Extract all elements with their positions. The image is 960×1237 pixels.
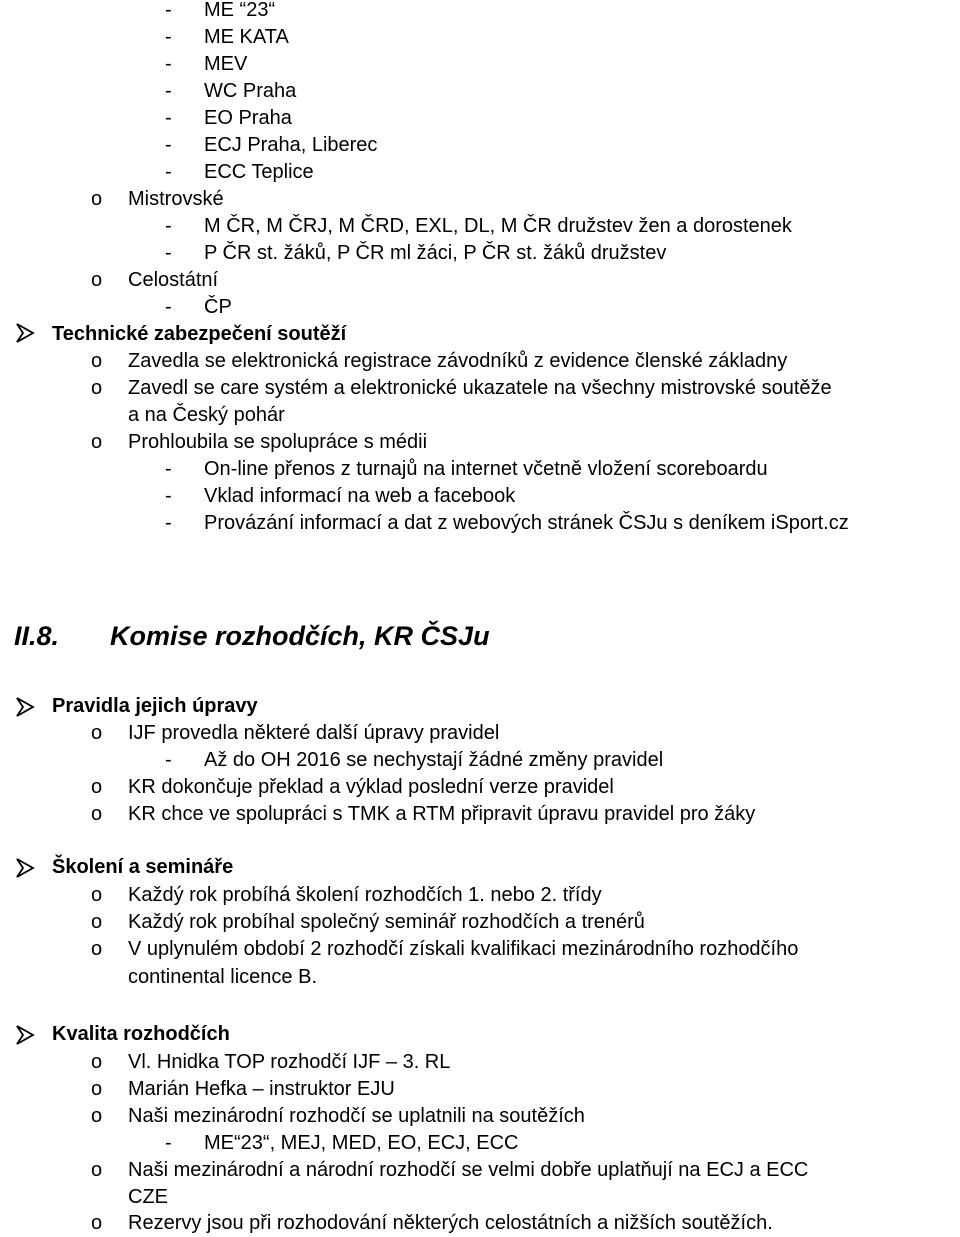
list-item: Zavedl se care systém a elektronické ukazatele na všechny mistrovské soutěže <box>128 377 832 399</box>
circle-bullet: o <box>91 431 103 453</box>
list-dash: - <box>165 296 172 318</box>
list-dash: - <box>165 80 172 102</box>
list-item: WC Praha <box>204 80 297 102</box>
list-item: Vklad informací na web a facebook <box>204 485 516 507</box>
list-item: ME“23“, MEJ, MED, EO, ECJ, ECC <box>204 1132 519 1154</box>
list-dash: - <box>165 107 172 129</box>
list-dash: - <box>165 1132 172 1154</box>
circle-bullet: o <box>91 1051 103 1073</box>
list-item: IJF provedla některé další úpravy pravidel <box>128 722 500 744</box>
circle-bullet: o <box>91 776 103 798</box>
list-item: ECJ Praha, Liberec <box>204 134 378 156</box>
list-item: P ČR st. žáků, P ČR ml žáci, P ČR st. žáků družstev <box>204 242 667 264</box>
list-dash: - <box>165 749 172 771</box>
circle-bullet: o <box>91 803 103 825</box>
circle-bullet: o <box>91 884 103 906</box>
list-dash: - <box>165 458 172 480</box>
list-item-continuation: CZE <box>128 1186 168 1208</box>
circle-bullet: o <box>91 722 103 744</box>
list-item: Naši mezinárodní rozhodčí se uplatnili na soutěžích <box>128 1105 585 1127</box>
list-item-continuation: continental licence B. <box>128 966 318 988</box>
list-item: Prohloubila se spolupráce s médii <box>128 431 428 453</box>
list-item: EO Praha <box>204 107 292 129</box>
section-heading: Technické zabezpečení soutěží <box>52 323 347 345</box>
list-dash: - <box>165 53 172 75</box>
list-item: ME “23“ <box>204 0 276 21</box>
circle-bullet: o <box>91 911 103 933</box>
circle-bullet: o <box>91 350 103 372</box>
list-item: KR dokončuje překlad a výklad poslední verze pravidel <box>128 776 614 798</box>
circle-bullet: o <box>91 269 103 291</box>
circle-bullet: o <box>91 1212 103 1234</box>
list-item: ME KATA <box>204 26 289 48</box>
list-item: Provázání informací a dat z webových stránek ČSJu s deníkem iSport.cz <box>204 512 849 534</box>
section-heading: Kvalita rozhodčích <box>52 1023 230 1045</box>
list-item: Rezervy jsou při rozhodování některých celostátních a nižších soutěžích. <box>128 1212 773 1234</box>
list-item: ECC Teplice <box>204 161 314 183</box>
list-item-mistrovske: Mistrovské <box>128 188 224 210</box>
arrow-bullet-icon <box>14 696 36 718</box>
list-item: Marián Hefka – instruktor EJU <box>128 1078 395 1100</box>
list-item: M ČR, M ČRJ, M ČRD, EXL, DL, M ČR družstev žen a dorostenek <box>204 215 792 237</box>
list-item: KR chce ve spolupráci s TMK a RTM připravit úpravu pravidel pro žáky <box>128 803 756 825</box>
list-dash: - <box>165 242 172 264</box>
list-item: V uplynulém období 2 rozhodčí získali kvalifikaci mezinárodního rozhodčího <box>128 938 799 960</box>
list-item-continuation: a na Český pohár <box>128 404 285 426</box>
section-heading: Školení a semináře <box>52 856 234 878</box>
list-dash: - <box>165 161 172 183</box>
arrow-bullet-icon <box>14 857 36 879</box>
arrow-bullet-icon <box>14 322 36 344</box>
arrow-bullet-icon <box>14 1024 36 1046</box>
list-dash: - <box>165 26 172 48</box>
list-item: Až do OH 2016 se nechystají žádné změny pravidel <box>204 749 664 771</box>
list-item: Vl. Hnidka TOP rozhodčí IJF – 3. RL <box>128 1051 451 1073</box>
circle-bullet: o <box>91 1078 103 1100</box>
circle-bullet: o <box>91 377 103 399</box>
circle-bullet: o <box>91 1105 103 1127</box>
list-item: ČP <box>204 296 232 318</box>
section-title: Komise rozhodčích, KR ČSJu <box>110 621 490 651</box>
list-item-celostatni: Celostátní <box>128 269 219 291</box>
list-dash: - <box>165 134 172 156</box>
list-item: Každý rok probíhal společný seminář rozhodčích a trenérů <box>128 911 645 933</box>
list-item: Naši mezinárodní a národní rozhodčí se velmi dobře uplatňují na ECJ a ECC <box>128 1159 809 1181</box>
list-item: Zavedla se elektronická registrace závodníků z evidence členské základny <box>128 350 788 372</box>
circle-bullet: o <box>91 938 103 960</box>
list-dash: - <box>165 485 172 507</box>
list-dash: - <box>165 512 172 534</box>
circle-bullet: o <box>91 188 103 210</box>
section-heading: Pravidla jejich úpravy <box>52 695 258 717</box>
list-dash: - <box>165 0 172 21</box>
section-number: II.8. <box>14 621 60 651</box>
list-item: On-line přenos z turnajů na internet včetně vložení scoreboardu <box>204 458 768 480</box>
list-dash: - <box>165 215 172 237</box>
circle-bullet: o <box>91 1159 103 1181</box>
list-item: Každý rok probíhá školení rozhodčích 1. nebo 2. třídy <box>128 884 602 906</box>
list-item: MEV <box>204 53 248 75</box>
